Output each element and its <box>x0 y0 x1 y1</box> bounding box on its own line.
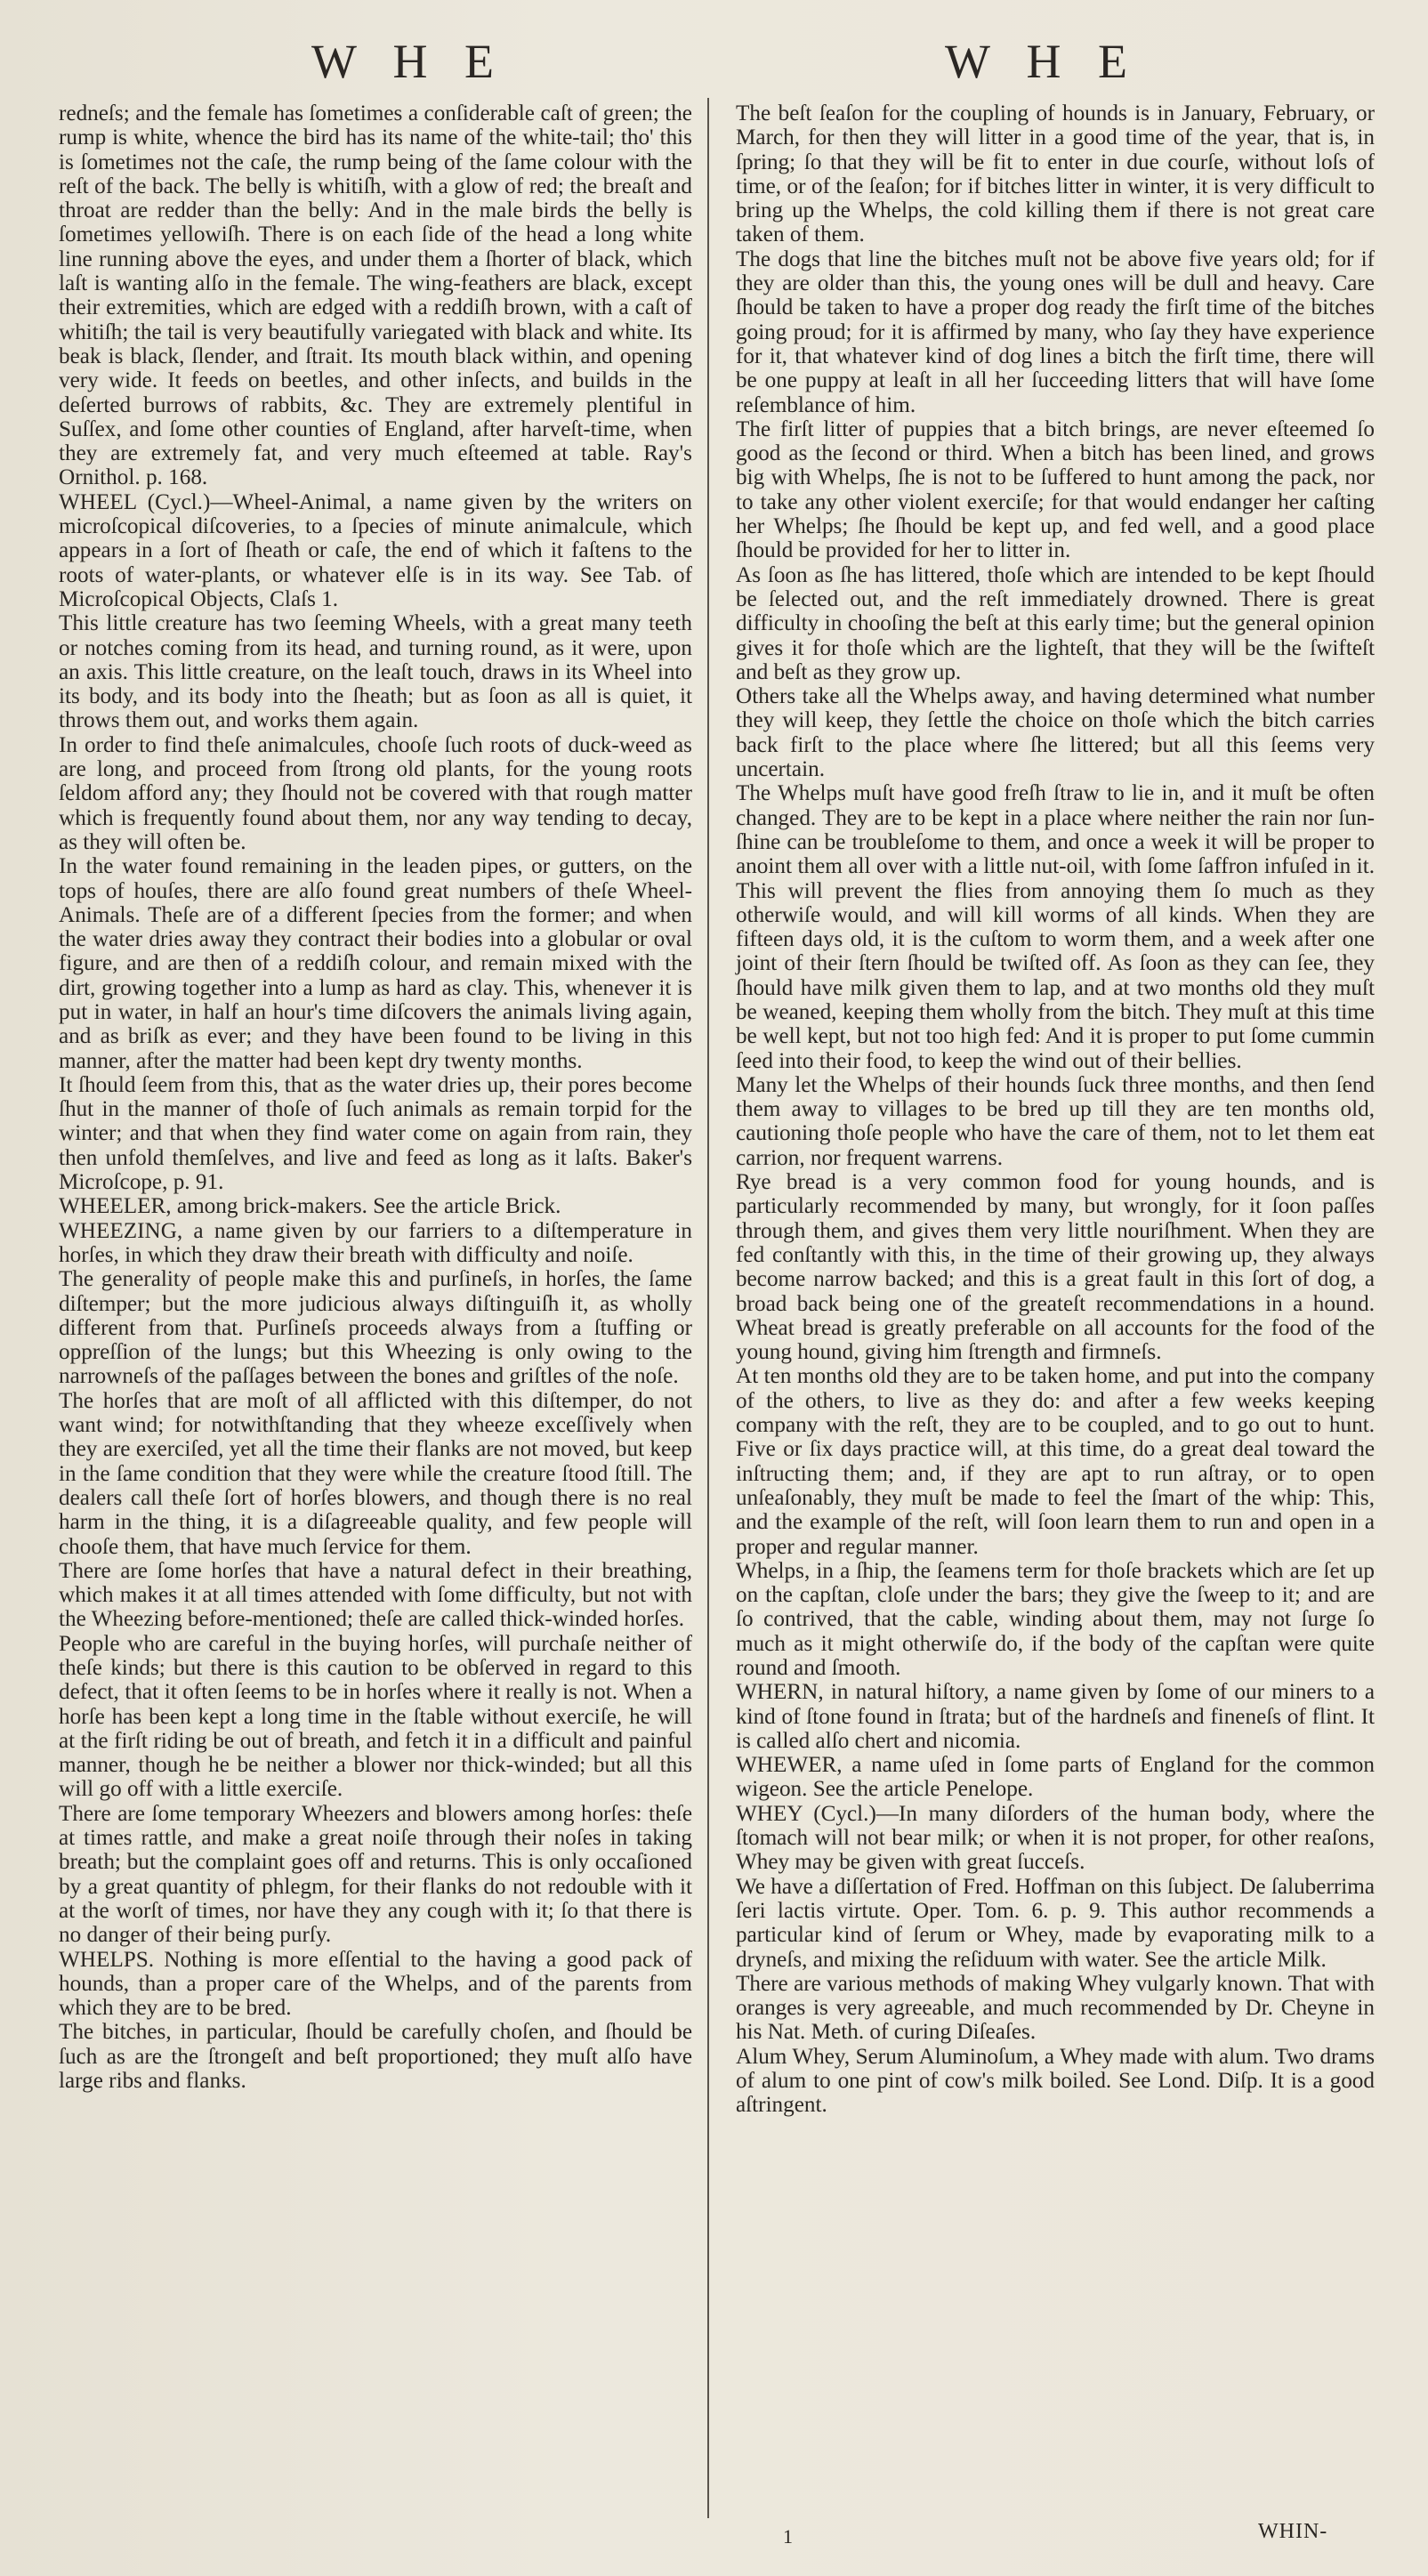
paragraph: The bitches, in particular, ſhould be carefully choſen, and ſhould be ſuch as are the ſtrongeſt and beſt proportioned; they muſt alſo have large ribs and flanks. <box>59 2020 692 2094</box>
entry-wheezing: WHEEZING, a name given by our farriers to a diſtemperature in horſes, in which they draw their breath with difficulty and noiſe. <box>59 1218 692 1267</box>
entry-whelps-ship: Whelps, in a ſhip, the ſeamens term for thoſe brackets which are ſet up on the capſtan, cloſe under the bars; they give the ſweep to it; and are ſo contrived, that the cable, winding about them, may not ſurge ſo much as it might otherwiſe do, if the body of the capſtan were quite round and ſmooth. <box>736 1558 1375 1680</box>
paragraph: The firſt litter of puppies that a bitch brings, are never eſteemed ſo good as the ſecond or third. When a bitch has been lined, and grows big with Whelps, ſhe is not to be ſuffered to hunt among the pack, nor to take any other violent exerciſe; for that would endanger her caſting her Whelps; ſhe ſhould be kept up, and fed well, and a good place ſhould be provided for her to litter in. <box>736 416 1375 563</box>
entry-wheel: WHEEL (Cycl.)—Wheel-Animal, a name given by the writers on microſcopical diſcoveries, to a ſpecies of minute animalcule, which appears in a ſort of ſheath or caſe, the end of which it faſtens to the roots of water-plants, or whatever elſe is in its way. See Tab. of Microſcopical Objects, Claſs 1. <box>59 489 692 611</box>
paragraph: There are ſome horſes that have a natural defect in their breathing, which makes it at all times attended with ſome difficulty, but not with the Wheezing before-mentioned; theſe are called thick-winded horſes. <box>59 1558 692 1632</box>
right-column <box>736 101 1375 2118</box>
paragraph: There are various methods of making Whey vulgarly known. That with oranges is very agreeable, and much recommended by Dr. Cheyne in his Nat. Meth. of curing Diſeaſes. <box>736 1971 1375 2045</box>
paragraph: We have a diſſertation of Fred. Hoffman on this ſubject. De ſaluberrima ſeri lactis virtute. Oper. Tom. 6. p. 9. This author recommends a particular kind of ſerum or Whey, made by evaporating milk to a dryneſs, and mixing the reſiduum with water. See the article Milk. <box>736 1874 1375 1972</box>
running-head-left: W H E <box>311 35 506 88</box>
paragraph: Many let the Whelps of their hounds ſuck three months, and then ſend them away to villages to be bred up till they are ten months old, cautioning thoſe people who have the care of them, not to let them eat carrion, nor frequent warrens. <box>736 1072 1375 1170</box>
paragraph: People who are careful in the buying horſes, will purchaſe neither of theſe kinds; but there is this caution to be obſerved in regard to this defect, that it often ſeems to be in horſes where it really is not. When a horſe has been kept a long time in the ſtable without exerciſe, he will at the firſt riding be out of breath, and fetch it in a difficult and painful manner, though he be neither a blower nor thick-winded; but all this will go off with a little exerciſe. <box>59 1631 692 1802</box>
entry-whey: WHEY (Cycl.)—In many diſorders of the human body, where the ſtomach will not bear milk; or when it is not proper, for other reaſons, Whey may be given with great ſucceſs. <box>736 1801 1375 1875</box>
paragraph: Others take all the Whelps away, and having determined what number they will keep, they ſettle the choice on thoſe which the bitch carries back firſt to the place where ſhe littered; but all this ſeems very uncertain. <box>736 684 1375 782</box>
entry-whewer: WHEWER, a name uſed in ſome parts of England for the common wigeon. See the article Penelope. <box>736 1753 1375 1802</box>
paragraph: The beſt ſeaſon for the coupling of hounds is in January, February, or March, for then they will litter in a good time of the year, that is, in ſpring; ſo that they will be fit to enter in due courſe, without loſs of time, or of the ſeaſon; for if bitches litter in winter, it is very difficult to bring up the Whelps, the cold killing them if there is not great care taken of them. <box>736 101 1375 247</box>
left-column <box>59 101 692 2093</box>
paragraph: In order to find theſe animalcules, chooſe ſuch roots of duck-weed as are long, and proceed from ſtrong old plants, for the young roots ſeldom afford any; they ſhould not be covered with that rough matter which is frequently found about them, nor any way tending to decay, as they will often be. <box>59 732 692 854</box>
paragraph: The Whelps muſt have good freſh ſtraw to lie in, and it muſt be often changed. They are to be kept in a place where neither the rain nor ſun-ſhine can be troubleſome to them, and once a week it will be proper to anoint them all over with a little nut-oil, with ſome ſaffron infuſed in it. This will prevent the flies from annoying them ſo much as they otherwiſe would, and will kill worms of all kinds. When they are fifteen days old, it is the cuſtom to worm them, and a week after one joint of their ſtern ſhould be twiſted off. As ſoon as they can ſee, they ſhould have milk given them to lap, and at two months old they muſt be weaned, keeping them wholly from the bitch. They muſt at this time be well kept, but not too high fed: And it is proper to put ſome cummin ſeed into their food, to keep the wind out of their bellies. <box>736 781 1375 1073</box>
paragraph: In the water found remaining in the leaden pipes, or gutters, on the tops of houſes, there are alſo found great numbers of theſe Wheel-Animals. Theſe are of a different ſpecies from the former; and when the water dries away they contract their bodies into a globular or oval figure, and are then of a reddiſh colour, and remain mixed with the dirt, growing together into a lump as hard as clay. This, whenever it is put in water, in half an hour's time diſcovers the animals living again, and as briſk as ever; and they have been found to be living in this manner, after the matter had been kept dry twenty months. <box>59 854 692 1073</box>
running-head-right: W H E <box>945 35 1140 88</box>
paragraph: As ſoon as ſhe has littered, thoſe which are intended to be kept ſhould be ſelected out, and the reſt immediately drowned. There is great difficulty in chooſing the beſt at this early time; but the general opinion gives it for thoſe which are the lighteſt, that they will be the ſwifteſt and beſt as they grow up. <box>736 562 1375 684</box>
paragraph: redneſs; and the female has ſometimes a conſiderable caſt of green; the rump is white, whence the bird has its name of the white-tail; tho' this is ſometimes not the caſe, the rump being of the ſame colour with the reſt of the back. The belly is whitiſh, with a glow of red; the breaſt and throat are redder than the belly: And in the male birds the belly is ſometimes yellowiſh. There is on each ſide of the head a long white line running above the eyes, and under them a ſhorter of black, which laſt is wanting alſo in the female. The wing-feathers are black, except their extremities, which are edged with a reddiſh brown, with a caſt of whitiſh; the tail is very beautifully variegated with black and white. Its beak is black, ſlender, and ſtrait. Its mouth black within, and opening very wide. It feeds on beetles, and other inſects, and builds in the deſerted burrows of rabbits, &c. They are extremely plentiful in Suſſex, and ſome other counties of England, after harveſt-time, when they are extremely fat, and very much eſteemed at table. Ray's Ornithol. p. 168. <box>59 101 692 490</box>
page-folio: 1 <box>783 2525 793 2548</box>
catchword: WHIN- <box>1258 2520 1328 2543</box>
paragraph: The dogs that line the bitches muſt not be above five years old; for if they are older than this, the young ones will be dull and heavy. Care ſhould be taken to have a proper dog ready the firſt time of the bitches going proud; for it is affirmed by many, who ſay they have experience for it, that whatever kind of dog lines a bitch the firſt time, there will be one puppy at leaſt in all her ſucceeding litters that will have ſome reſemblance of him. <box>736 246 1375 417</box>
paragraph: Rye bread is a very common food for young hounds, and is particularly recommended by many, but wrongly, for it ſoon paſſes through them, and gives them very little nouriſhment. When they are fed conſtantly with this, in the time of their growing up, they always become narrow backed; and this is a great fault in this ſort of dog, a broad back being one of the greateſt recommendations in a hound. Wheat bread is greatly preferable on all accounts for the food of the young hound, giving him ſtrength and firmneſs. <box>736 1170 1375 1365</box>
paragraph: It ſhould ſeem from this, that as the water dries up, their pores become ſhut in the manner of thoſe of ſuch animals as remain torpid for the winter; and that when they find water come on again from rain, they then unfold themſelves, and live and feed as long as it laſts. Baker's Microſcope, p. 91. <box>59 1072 692 1195</box>
entry-whelps: WHELPS. Nothing is more eſſential to the having a good pack of hounds, than a proper care of the Whelps, and of the parents from which they are to be bred. <box>59 1947 692 2021</box>
paragraph: At ten months old they are to be taken home, and put into the company of the others, to live as they do: and after a few weeks keeping company with the reſt, they are to be coupled, and to go out to hunt. Five or ſix days practice will, at this time, do a great deal toward the inſtructing them; and, if they are apt to run aſtray, or to open unſeaſonably, they muſt be made to feel the ſmart of the whip: This, and the example of the reſt, will ſoon learn them to run and open in a proper and regular manner. <box>736 1364 1375 1559</box>
column-rule <box>707 98 709 2518</box>
entry-wheeler: WHEELER, among brick-makers. See the article Brick. <box>59 1194 561 1219</box>
paragraph: This little creature has two ſeeming Wheels, with a great many teeth or notches coming from its head, and turning round, as it were, upon an axis. This little creature, on the leaſt touch, draws in its Wheel into its body, and its body into the ſheath; but as ſoon as all is quiet, it throws them out, and works them again. <box>59 611 692 733</box>
entry-whern: WHERN, in natural hiſtory, a name given by ſome of our miners to a kind of ſtone found in ſtrata; but of the hardneſs and fineneſs of flint. It is called alſo chert and nicomia. <box>736 1680 1375 1753</box>
entry-alum-whey: Alum Whey, Serum Aluminoſum, a Whey made with alum. Two drams of alum to one pint of cow's milk boiled. See Lond. Diſp. It is a good aſtringent. <box>736 2044 1375 2118</box>
paragraph: The generality of people make this and purſineſs, in horſes, the ſame diſtemper; but the more judicious always diſtinguiſh it, as wholly different from that. Purſineſs proceeds always from a ſtuffing or oppreſſion of the lungs; but this Wheezing is only owing to the narrowneſs of the paſſages between the bones and griſtles of the noſe. <box>59 1267 692 1389</box>
paragraph: The horſes that are moſt of all afflicted with this diſtemper, do not want wind; for notwithſtanding that they wheeze exceſſively when they are exerciſed, yet all the time their flanks are not moved, but keep in the ſame condition that they were while the creature ſtood ſtill. The dealers call theſe ſort of horſes blowers, and though there is no real harm in the thing, it is a diſagreeable quality, and few people will chooſe them, that have much ſervice for them. <box>59 1388 692 1559</box>
paragraph: There are ſome temporary Wheezers and blowers among horſes: theſe at times rattle, and make a great noiſe through their noſes in taking breath; but the complaint goes off and returns. This is only occaſioned by a great quantity of phlegm, for their flanks do not redouble with it at the worſt of times, nor have they any cough with it; ſo that there is no danger of their being purſy. <box>59 1801 692 1948</box>
